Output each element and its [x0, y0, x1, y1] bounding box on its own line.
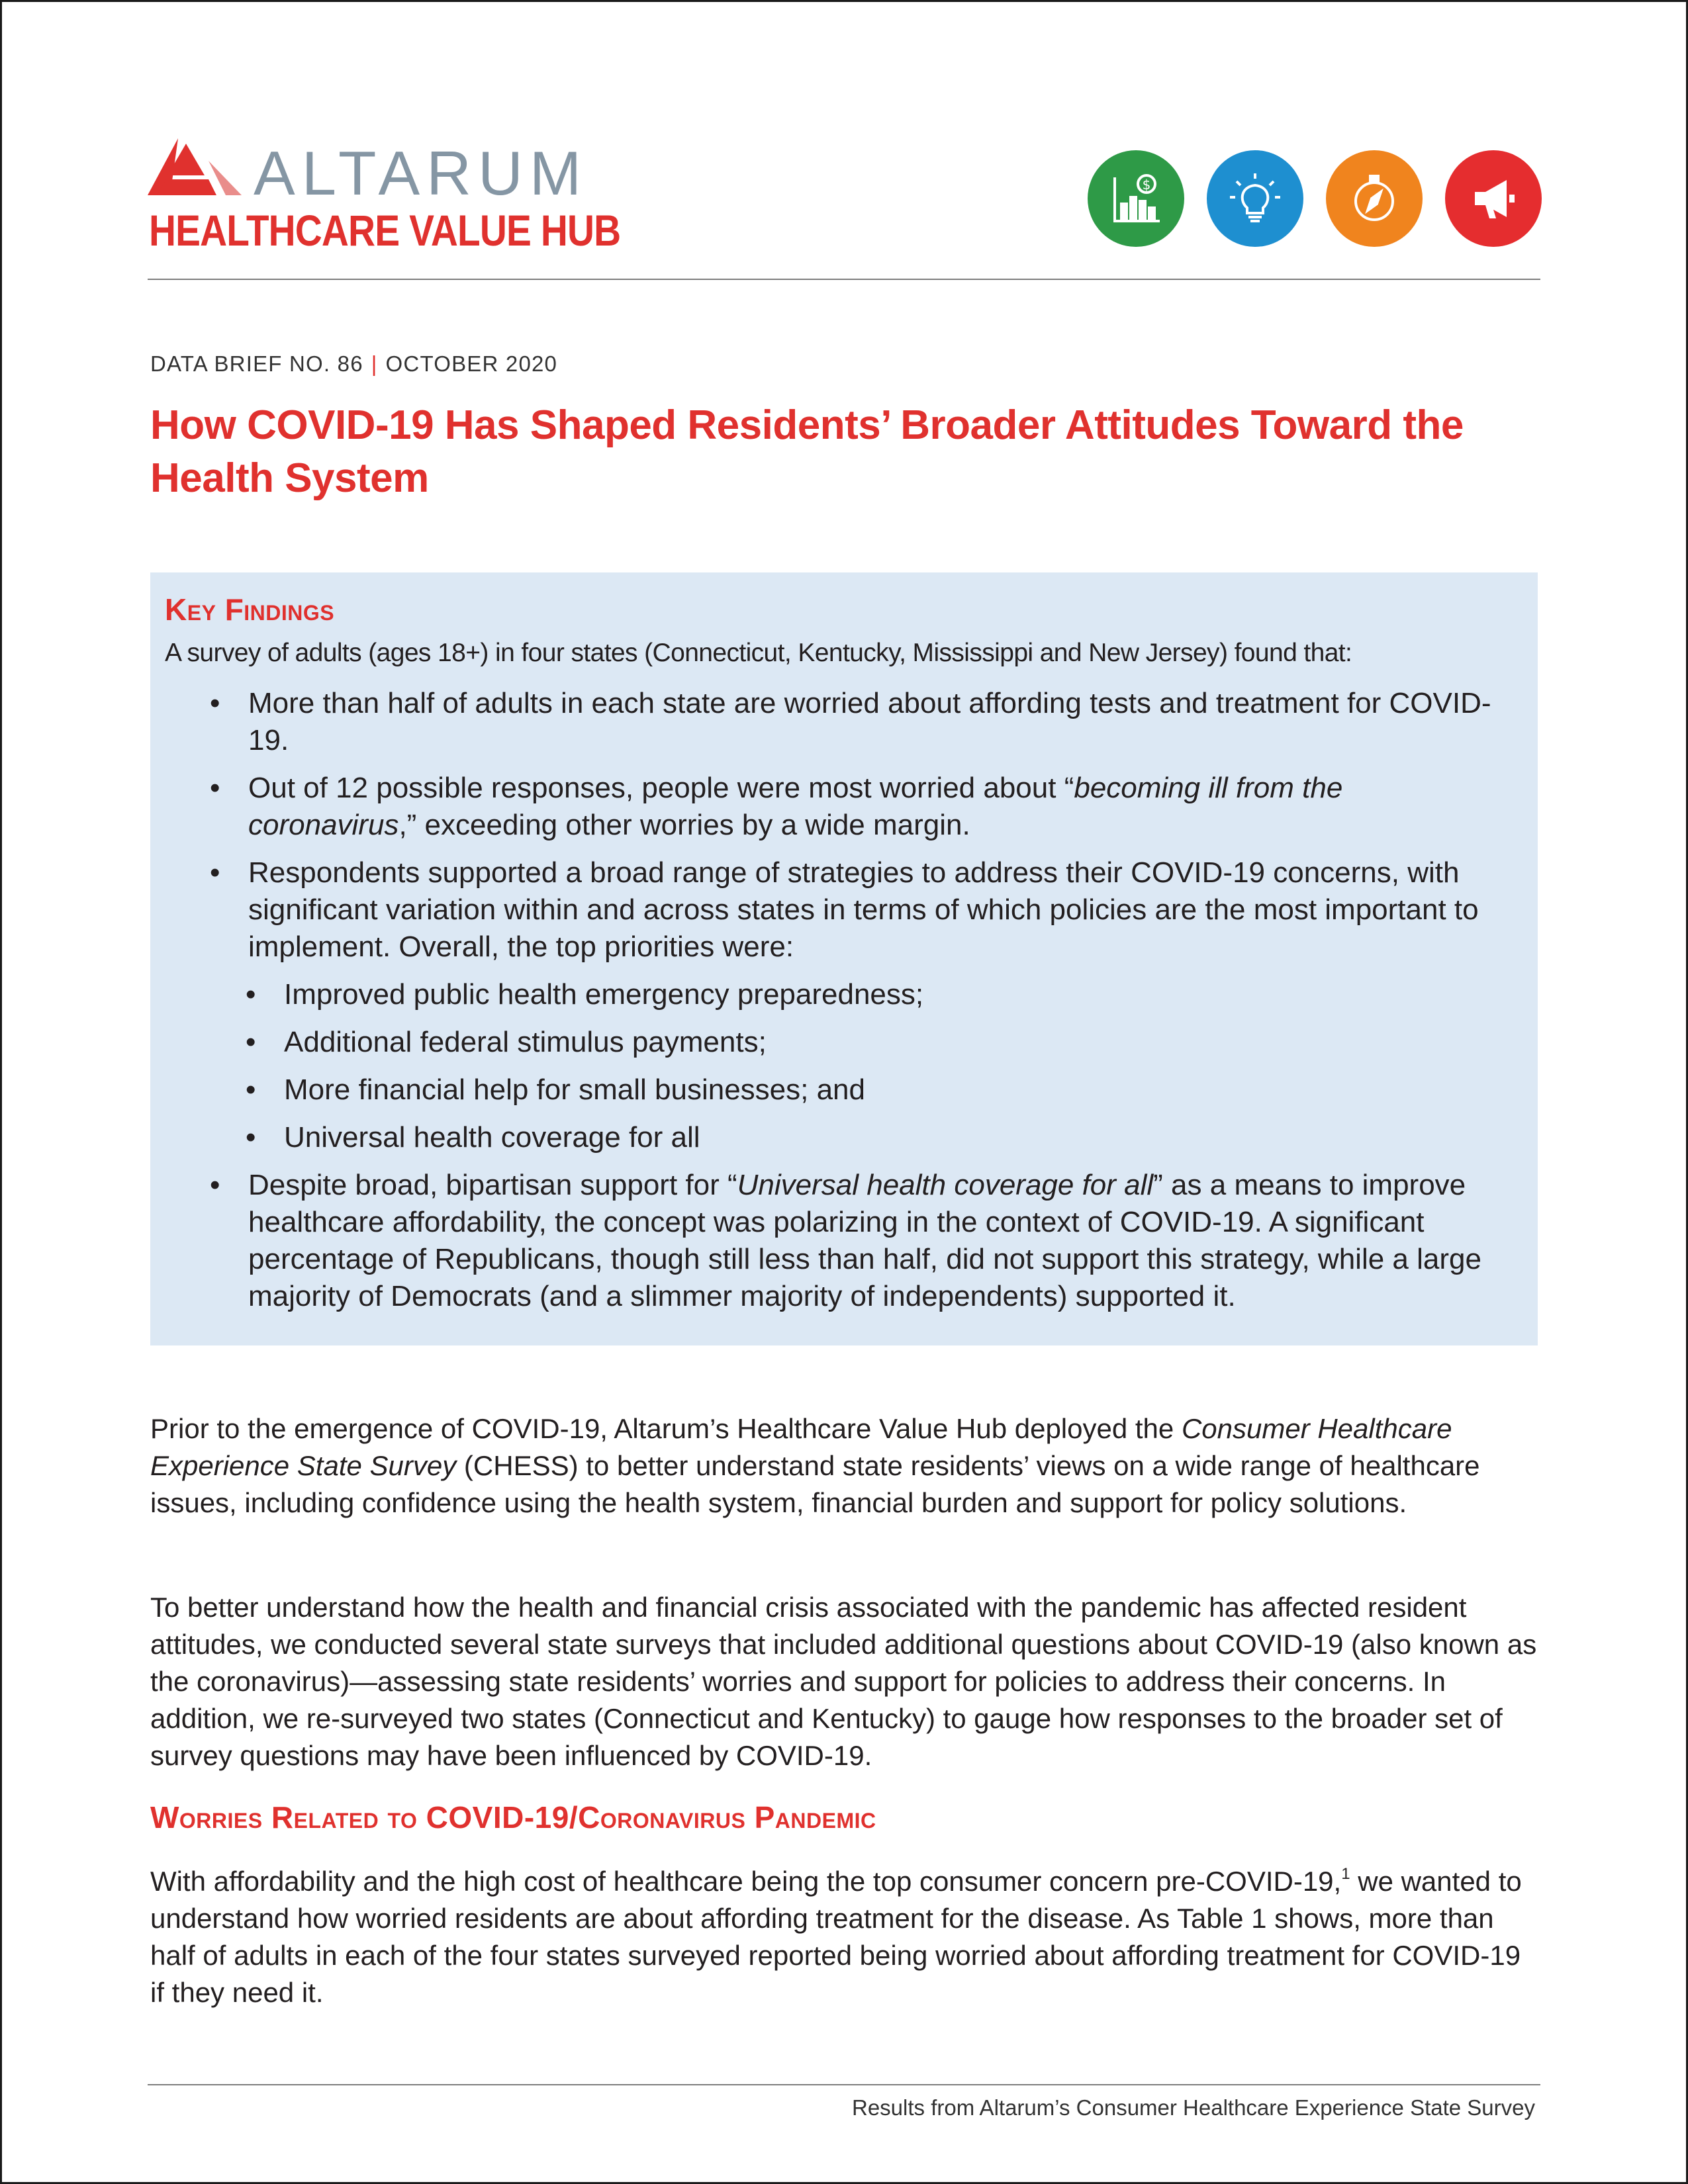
finding-bullet	[165, 1167, 1518, 1315]
megaphone-icon	[1445, 150, 1542, 247]
logo-subtitle: HEALTHCARE VALUE HUB	[149, 206, 621, 255]
page-footer: Results from Altarum’s Consumer Healthcare Experience State Survey	[852, 2095, 1535, 2120]
logo-word: ALTARUM	[254, 138, 588, 208]
finding-text: Despite broad, bipartisan support for “	[248, 1169, 737, 1201]
priority-text: Improved public health emergency preparedness;	[284, 978, 924, 1011]
footnote-reference[interactable]: 1	[1341, 1865, 1350, 1883]
priority-sub-bullet	[165, 1119, 1518, 1156]
key-findings-box	[150, 572, 1538, 1345]
svg-text:$: $	[1142, 177, 1151, 193]
body-text: we wanted to understand how worried residents are about affording treatment for the disease. As Table 1 shows, more than half of adults in each of the four states surveyed reported being worried about affording treatment for COVID-19 if they need it.	[150, 1866, 1522, 2008]
document-title: How COVID-19 Has Shaped Residents’ Broader Attitudes Toward the Health System	[150, 402, 1464, 501]
finding-text: ” as a means to improve healthcare affordability, the concept was polarizing in the context of COVID-19. A significant percentage of Republicans, though still less than half, did not support this strategy, while a large majority of Democrats (and a slimmer majority of independents) supported it.	[248, 1169, 1481, 1312]
key-findings-heading: Key Findings	[165, 592, 335, 627]
bullet-marker: •	[210, 687, 220, 719]
body-text: Prior to the emergence of COVID-19, Altarum’s Healthcare Value Hub deployed the	[150, 1413, 1182, 1444]
bullet-marker: •	[246, 978, 256, 1011]
chart-dollar-icon	[1088, 150, 1184, 247]
bullet-marker: •	[246, 1121, 256, 1154]
section-heading: Worries Related to COVID-19/Coronavirus Pandemic	[150, 1800, 876, 1835]
altarum-logo	[148, 134, 621, 260]
bullet-marker: •	[210, 1169, 220, 1201]
brief-date: OCTOBER 2020	[385, 351, 558, 376]
bullet-marker: •	[246, 1073, 256, 1106]
finding-bullet	[165, 854, 1518, 966]
body-text: (CHESS) to better understand state residents’ views on a wide range of healthcare issues, including confidence using the health system, financial burden and support for policy solutions.	[150, 1450, 1480, 1518]
finding-text: Out of 12 possible responses, people were most worried about “	[248, 772, 1074, 804]
finding-emphasis: becoming ill from the coronavirus	[248, 772, 1343, 841]
body-paragraph: To better understand how the health and financial crisis associated with the pandemic has affected resident attitudes, we conducted several state surveys that included additional questions about COVID-19 (also known as the coronavirus)—assessing state residents’ worries and support for policies to address their concerns. In addition, we re-surveyed two states (Connecticut and Kentucky) to gauge how responses to the broader set of survey questions may have been influenced by COVID-19.	[150, 1592, 1537, 1771]
compass-icon	[1326, 150, 1423, 247]
bullet-marker: •	[246, 1026, 256, 1058]
brief-meta	[150, 351, 557, 377]
finding-bullet	[165, 685, 1518, 759]
footer-divider	[148, 2084, 1540, 2085]
priority-text: Additional federal stimulus payments;	[284, 1026, 767, 1058]
key-findings-intro: A survey of adults (ages 18+) in four states (Connecticut, Kentucky, Mississippi and New Jersey) found that:	[165, 639, 1352, 667]
priority-text: More financial help for small businesses; and	[284, 1073, 866, 1106]
finding-text: Respondents supported a broad range of strategies to address their COVID-19 concerns, with significant variation within and across states in terms of which policies are the most important to implement. Overall, the top priorities were:	[248, 856, 1479, 963]
survey-name: Consumer Healthcare Experience State Survey	[150, 1413, 1452, 1481]
body-paragraph	[150, 1863, 1540, 2011]
finding-text: More than half of adults in each state are worried about affording tests and treatment for COVID-19.	[248, 687, 1491, 756]
body-paragraph	[150, 1410, 1540, 1522]
finding-emphasis: Universal health coverage for all	[737, 1169, 1154, 1201]
lightbulb-icon	[1207, 150, 1303, 247]
finding-bullet	[165, 770, 1518, 844]
header-divider	[148, 279, 1540, 280]
bullet-marker: •	[210, 856, 220, 889]
priority-sub-bullet	[165, 1071, 1518, 1109]
meta-separator: |	[371, 351, 378, 376]
altarum-triangle-icon	[148, 138, 247, 199]
bullet-marker: •	[210, 772, 220, 804]
priority-text: Universal health coverage for all	[284, 1121, 700, 1154]
brief-number: DATA BRIEF NO. 86	[150, 351, 363, 376]
priority-sub-bullet	[165, 976, 1518, 1013]
finding-text: ,” exceeding other worries by a wide margin.	[399, 809, 970, 841]
body-text: With affordability and the high cost of healthcare being the top consumer concern pre-COVID-19,	[150, 1866, 1342, 1897]
priority-sub-bullet	[165, 1024, 1518, 1061]
